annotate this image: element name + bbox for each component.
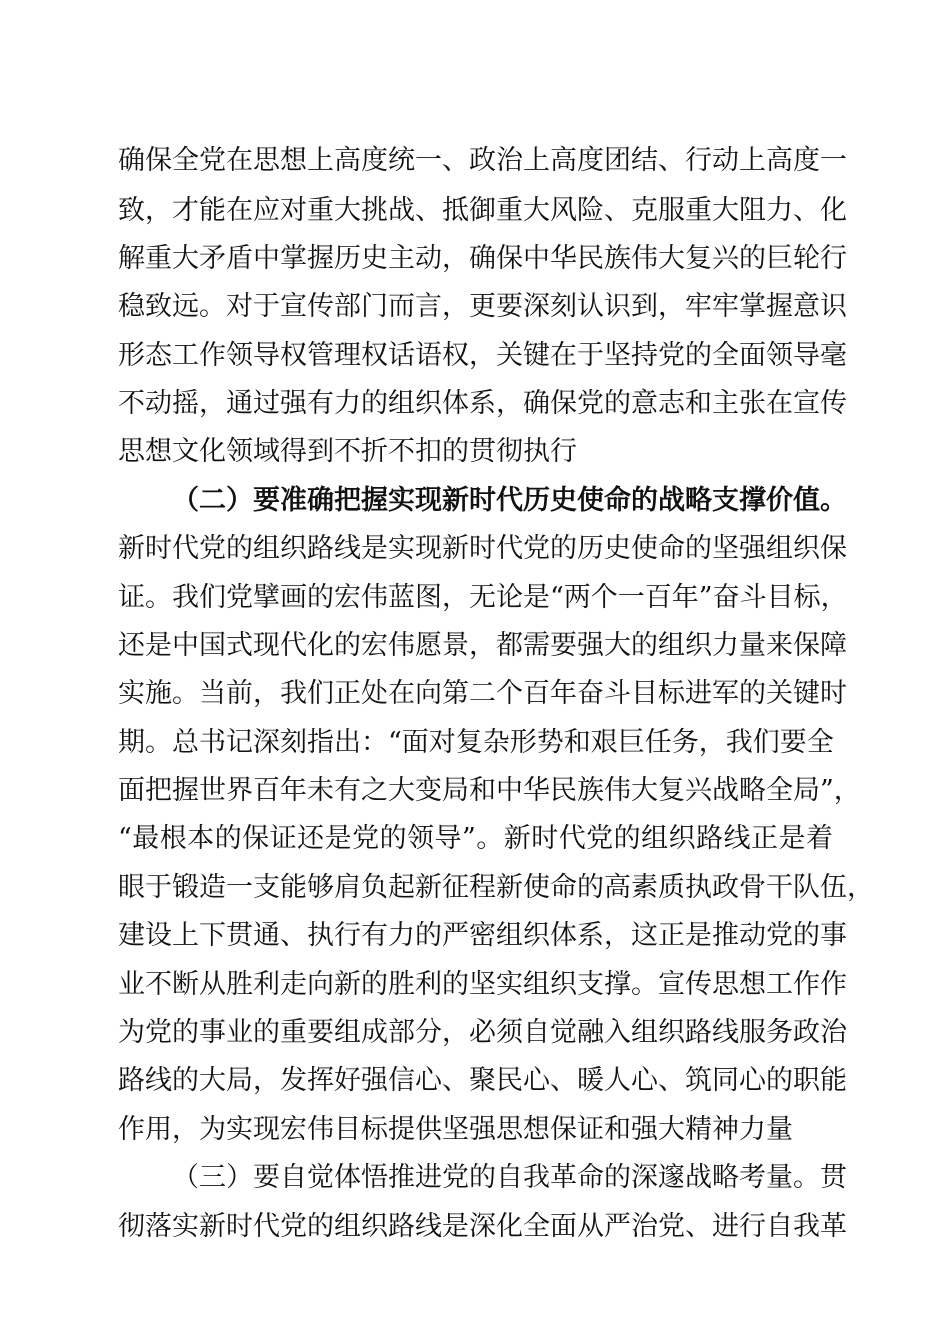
body-text-line: 致，才能在应对重大挑战、抵御重大风险、克服重大阻力、化 [118,195,847,226]
body-text-line: 建设上下贯通、执行有力的严密组织体系，这正是推动党的事 [118,920,847,951]
body-text-line: 实施。当前，我们正处在向第二个百年奋斗目标进军的关键时 [118,678,847,709]
body-text-line: 作用，为实现宏伟目标提供坚强思想保证和强大精神力量 [118,1114,793,1145]
body-text-line: 期。总书记深刻指出：“面对复杂形势和艰巨任务，我们要全 [118,727,834,758]
body-text-line: 彻落实新时代党的组织路线是深化全面从严治党、进行自我革 [118,1211,847,1242]
section-heading: （二）要准确把握实现新时代历史使命的战略支撑价值。 [172,485,847,516]
body-text-line: 业不断从胜利走向新的胜利的坚实组织支撑。宣传思想工作作 [118,969,847,1000]
body-text-line: “最根本的保证还是党的领导”。新时代党的组织路线正是着 [118,823,833,854]
body-text-line: 路线的大局，发挥好强信心、聚民心、暖人心、筑同心的职能 [118,1065,847,1096]
body-text-line: 稳致远。对于宣传部门而言，更要深刻认识到，牢牢掌握意识 [118,291,847,322]
body-text-line: 思想文化领域得到不折不扣的贯彻执行 [118,436,577,467]
body-text-line: 确保全党在思想上高度统一、政治上高度团结、行动上高度一 [118,145,847,176]
body-text-line: 面把握世界百年未有之大变局和中华民族伟大复兴战略全局”， [118,775,861,806]
body-text-line: 不动摇，通过强有力的组织体系，确保党的意志和主张在宣传 [118,388,847,419]
body-text-line: 新时代党的组织路线是实现新时代党的历史使命的坚强组织保 [118,533,847,564]
body-text-line: 眼于锻造一支能够肩负起新征程新使命的高素质执政骨干队伍， [118,872,874,903]
body-text-line: 解重大矛盾中掌握历史主动，确保中华民族伟大复兴的巨轮行 [118,243,847,274]
body-text-line: 形态工作领导权管理权话语权，关键在于坚持党的全面领导毫 [118,340,847,371]
body-text-line: 为党的事业的重要组成部分，必须自觉融入组织路线服务政治 [118,1017,847,1048]
body-text-line: 还是中国式现代化的宏伟愿景，都需要强大的组织力量来保障 [118,630,847,661]
body-text-line: 证。我们党擘画的宏伟蓝图，无论是“两个一百年”奋斗目标， [118,582,848,613]
section-heading: （三）要自觉体悟推进党的自我革命的深邃战略考量。贯 [172,1162,847,1193]
